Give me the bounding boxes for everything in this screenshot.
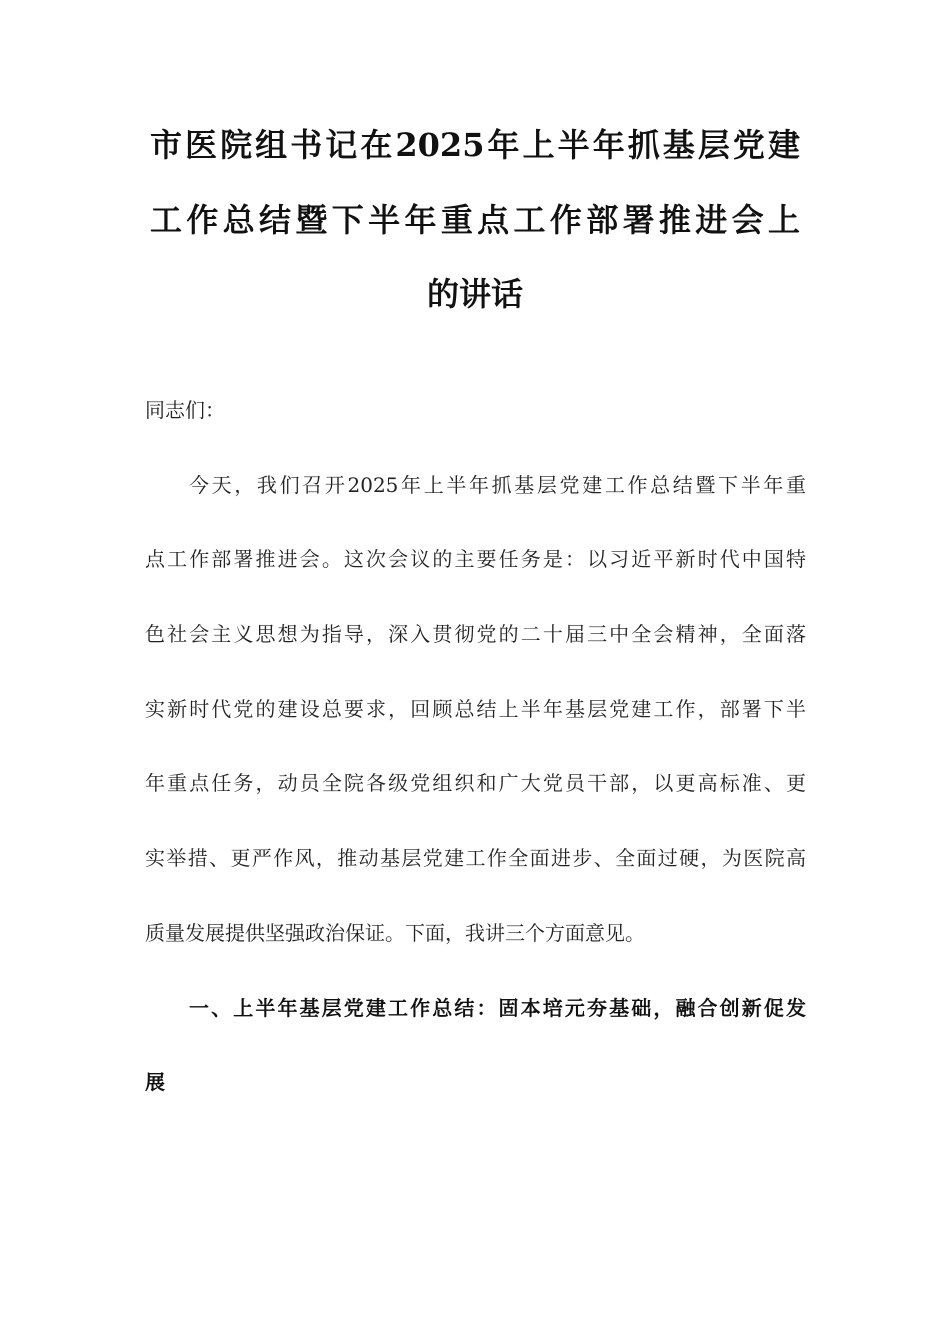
intro-paragraph: [145, 448, 806, 971]
document-title: [150, 108, 800, 332]
paragraph-line: 实举措、更严作风，推动基层党建工作全面进步、全面过硬，为医院高: [145, 846, 806, 871]
heading-line: 一、上半年基层党建工作总结：固本培元夯基础，融合创新促发: [189, 995, 806, 1020]
paragraph-line: 实新时代党的建设总要求，回顾总结上半年基层党建工作，部署下半: [145, 696, 806, 721]
heading-line: 展: [145, 1070, 165, 1095]
paragraph-line: 质量发展提供坚强政治保证。下面，我讲三个方面意见。: [145, 920, 645, 945]
paragraph-line: 点工作部署推进会。这次会议的主要任务是：以习近平新时代中国特: [145, 547, 806, 572]
salutation: 同志们：: [145, 398, 225, 422]
title-line: 工作总结暨下半年重点工作部署推进会上: [150, 200, 800, 239]
paragraph-line: 今天，我们召开2025年上半年抓基层党建工作总结暨下半年重: [189, 472, 806, 497]
document-body: [145, 373, 806, 1120]
section-heading: [145, 971, 806, 1120]
title-line: 的讲话: [426, 275, 523, 314]
paragraph-line: 色社会主义思想为指导，深入贯彻党的二十届三中全会精神，全面落: [145, 622, 806, 647]
paragraph-line: 年重点任务，动员全院各级党组织和广大党员干部，以更高标准、更: [145, 771, 806, 796]
title-line: 市医院组书记在2025年上半年抓基层党建: [150, 126, 800, 164]
